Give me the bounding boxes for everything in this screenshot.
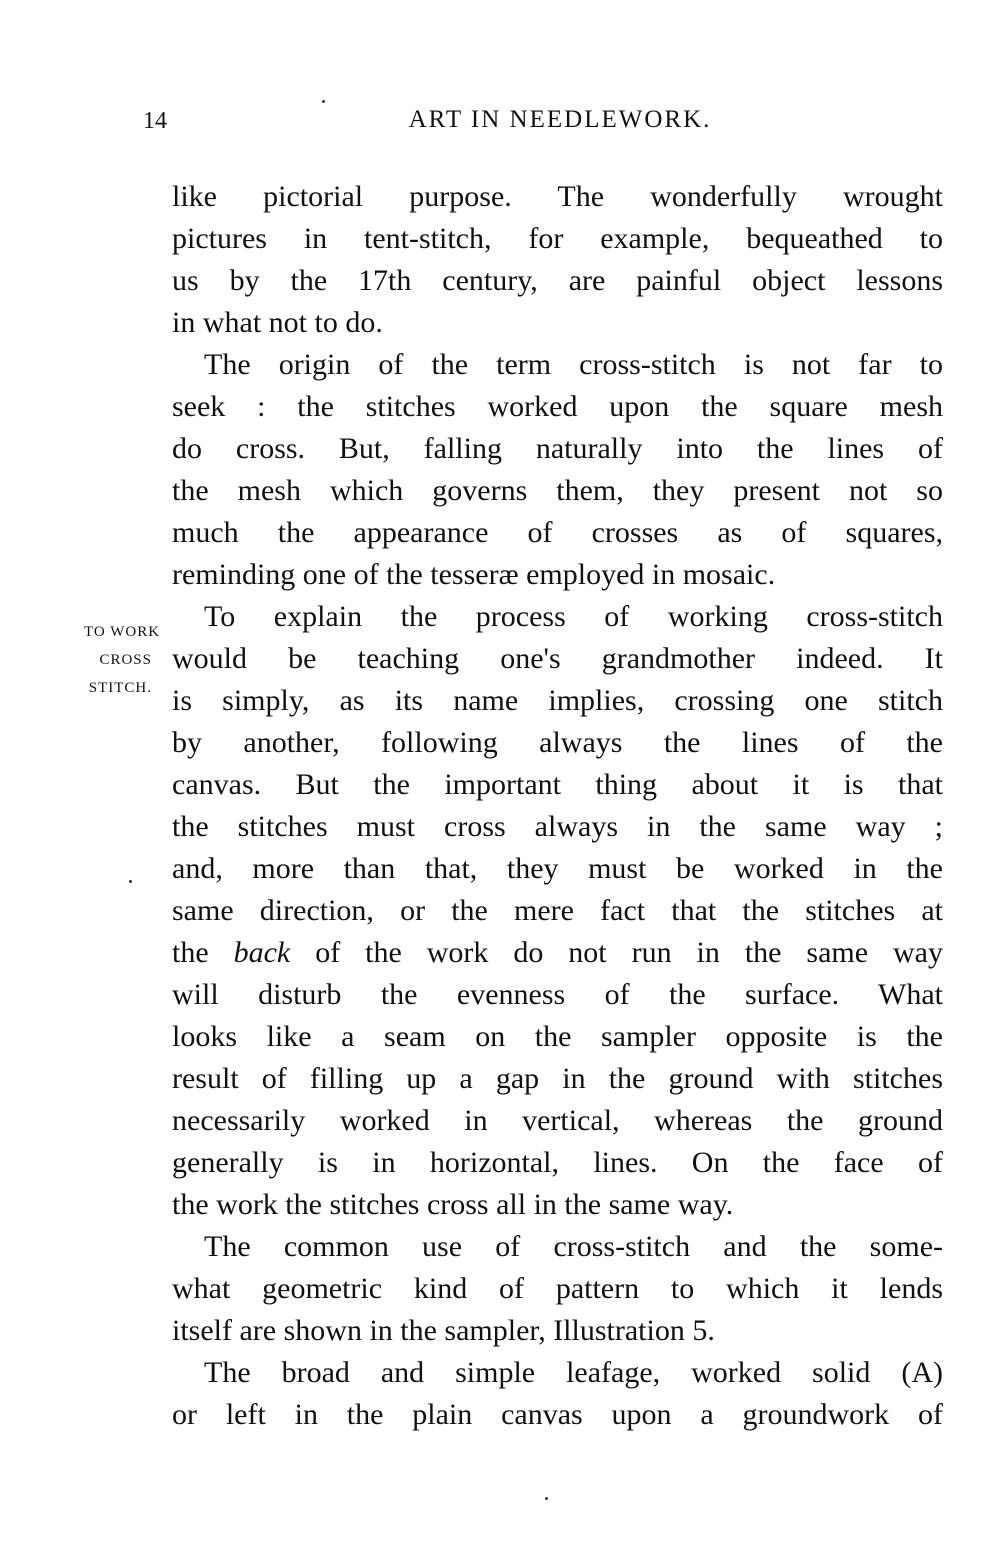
text-line: the work the stitches cross all in the same way. <box>172 1188 734 1221</box>
margin-note-line: STITCH. <box>88 680 152 696</box>
margin-note-line: CROSS <box>99 652 152 668</box>
text-line: or left in the plain canvas upon a groundwork of <box>172 1398 943 1431</box>
text-line <box>172 932 943 974</box>
text-line: will disturb the evenness of the surface. What <box>172 978 943 1011</box>
speck <box>129 880 132 883</box>
text-span: of the work do not run in the same way <box>290 936 943 969</box>
text-line: seek : the stitches worked upon the square mesh <box>172 390 943 423</box>
margin-note-line: TO WORK <box>84 624 161 640</box>
text-line: The broad and simple leafage, worked solid (A) <box>204 1356 943 1389</box>
text-line: what geometric kind of pattern to which it lends <box>172 1272 943 1305</box>
text-line: pictures in tent-stitch, for example, bequeathed to <box>172 222 943 255</box>
text-line: much the appearance of crosses as of squares, <box>172 516 943 549</box>
body-text <box>172 176 943 1436</box>
text-line: us by the 17th century, are painful object lessons <box>172 264 943 297</box>
speck <box>545 1497 548 1500</box>
text-line: The origin of the term cross-stitch is not far to <box>204 348 943 381</box>
text-line: necessarily worked in vertical, whereas the ground <box>172 1104 943 1137</box>
text-line: result of filling up a gap in the ground with stitches <box>172 1062 943 1095</box>
speck <box>322 100 325 103</box>
text-line: like pictorial purpose. The wonderfully wrought <box>172 180 943 213</box>
text-line: canvas. But the important thing about it is that <box>172 768 943 801</box>
italic-word: back <box>233 936 291 969</box>
text-line: looks like a seam on the sampler opposite is the <box>172 1020 943 1053</box>
text-line: is simply, as its name implies, crossing one stitch <box>172 684 943 717</box>
margin-note <box>84 618 161 702</box>
text-line: by another, following always the lines of the <box>172 726 943 759</box>
page-number: 14 <box>143 108 167 134</box>
text-line: same direction, or the mere fact that the stitches at <box>172 894 943 927</box>
text-line: the stitches must cross always in the same way ; <box>172 810 943 843</box>
text-line: and, more than that, they must be worked in the <box>172 852 943 885</box>
text-line: the mesh which governs them, they present not so <box>172 474 943 507</box>
text-line: do cross. But, falling naturally into the lines of <box>172 432 943 465</box>
text-line: itself are shown in the sampler, Illustration 5. <box>172 1314 715 1347</box>
text-span: the <box>172 936 234 969</box>
text-line: reminding one of the tesseræ employed in mosaic. <box>172 558 776 591</box>
text-line: To explain the process of working cross-stitch <box>204 600 943 633</box>
text-line: generally is in horizontal, lines. On the face of <box>172 1146 943 1179</box>
text-line: would be teaching one's grandmother indeed. It <box>172 642 943 675</box>
text-line: in what not to do. <box>172 306 383 339</box>
running-title: ART IN NEEDLEWORK. <box>408 106 712 133</box>
text-line: The common use of cross-stitch and the some- <box>204 1230 943 1263</box>
